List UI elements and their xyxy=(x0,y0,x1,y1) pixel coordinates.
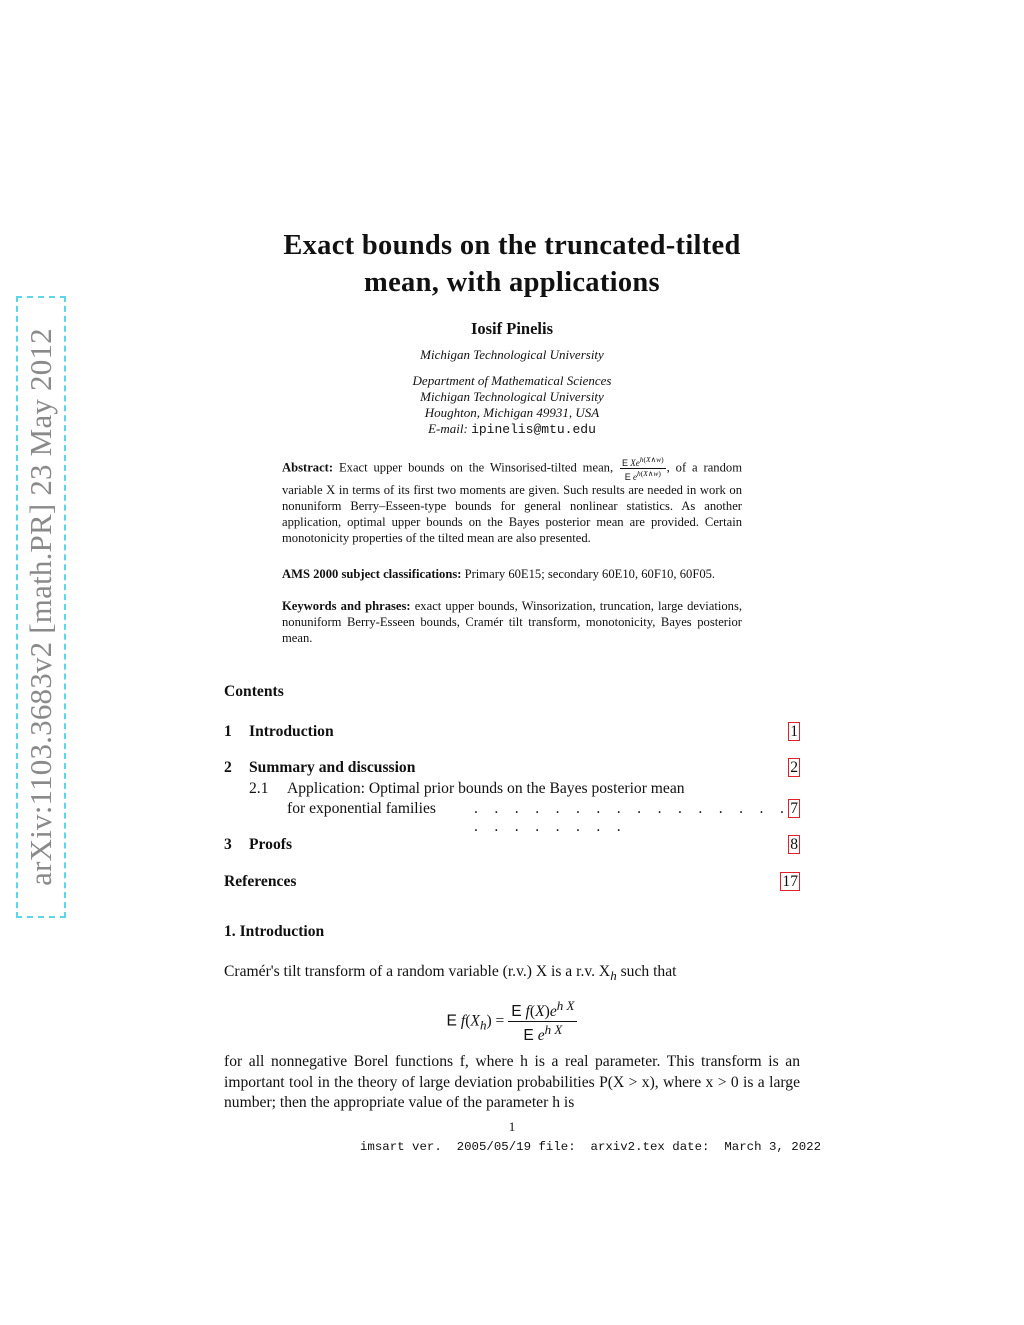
page-number: 1 xyxy=(508,1119,516,1134)
ams-classifications xyxy=(282,566,742,582)
toc-label: References xyxy=(224,873,297,890)
intro-paragraph-2: for all nonnegative Borel functions f, where h is a real parameter. This transform is an important tool in the theory of large deviation probabilities P(X > x), where x > 0 is a large number; then the appropriate value of the parameter h is xyxy=(224,1053,800,1111)
toc-number: 2 xyxy=(224,759,232,776)
title-line-1: Exact bounds on the truncated-tilted xyxy=(283,230,741,261)
toc-page-link[interactable]: 8 xyxy=(790,836,798,853)
toc-leader-dots: . . . . . . . . . . . . . . . . . . . . . . . . xyxy=(474,800,791,835)
abstract-text-before: Exact upper bounds on the Winsorised-tilted mean, xyxy=(338,460,614,475)
section-heading-introduction: 1. Introduction xyxy=(224,923,325,940)
toc-entry-application-cont[interactable] xyxy=(224,800,800,835)
abstract-label: Abstract: xyxy=(282,460,334,475)
winsorised-tilted-mean-formula: $\frac{E Xe^{h(X\wedge w)}}{E e^{h(X\wedge w)}}$ xyxy=(622,455,664,482)
toc-entry-summary[interactable] xyxy=(224,759,800,781)
toc-entry-introduction[interactable] xyxy=(224,723,800,745)
arxiv-stamp-text: arXiv:1103.3683v2 [math.PR] 23 May 2012 xyxy=(23,328,58,886)
keywords-text: exact upper bounds, Winsorization, truncation, large deviations, nonuniform Berry-Esseen bounds, Cramér tilt transform, monotonicity, Bayes posterior mean. xyxy=(282,599,742,645)
email-label: E-mail: xyxy=(428,421,468,436)
intro-text-1: Cramér's tilt transform of a random variable (r.v.) X is a r.v. X xyxy=(224,963,611,980)
toc-entry-references[interactable] xyxy=(224,873,800,895)
toc-page-link[interactable]: 7 xyxy=(790,800,798,817)
author: Iosif Pinelis xyxy=(470,319,554,338)
address-line-3: Houghton, Michigan 49931, USA xyxy=(424,405,600,420)
toc-number: 3 xyxy=(224,836,232,853)
keywords-label: Keywords and phrases: xyxy=(282,599,411,613)
footer-imsart: imsart ver. 2005/05/19 file: arxiv2.tex date: March 3, 2022 xyxy=(360,1140,822,1154)
toc-number: 1 xyxy=(224,723,232,740)
ams-label: AMS 2000 subject classifications: xyxy=(282,567,462,581)
toc-label-line-2: for exponential families xyxy=(287,800,436,817)
toc-number: 2.1 xyxy=(249,780,269,797)
tilt-fraction: $\frac{E f(X)e^{h X}}{E e^{h X}}$ xyxy=(508,998,577,1045)
contents-heading: Contents xyxy=(224,683,284,700)
toc-page-link[interactable]: 1 xyxy=(790,723,798,740)
address-line-2: Michigan Technological University xyxy=(420,389,604,404)
toc-page-link[interactable]: 17 xyxy=(782,873,798,890)
toc-label: Summary and discussion xyxy=(249,759,416,776)
toc-label-line-1: Application: Optimal prior bounds on the Bayes posterior mean xyxy=(287,780,685,797)
toc-page-link[interactable]: 2 xyxy=(790,759,798,776)
email-address[interactable]: ipinelis@mtu.edu xyxy=(471,422,596,437)
title-line-2: mean, with applications xyxy=(364,267,660,298)
intro-paragraph-1: Cramér's tilt transform of a random variable (r.v.) X is a r.v. $X_h$ such that xyxy=(224,963,677,984)
ams-text: Primary 60E15; secondary 60E10, 60F10, 60F05. xyxy=(464,567,716,581)
email-line xyxy=(0,421,1024,437)
abstract-text-after: of a random variable X in terms of its first two moments are given. Such results are needed in work on nonuniform Berry–Esseen-type bounds for general nonlinear statistics. As another application, optimal upper bounds on the Bayes posterior mean are provided. Certain monotonicity properties of the tilted mean are also presented. xyxy=(282,460,742,545)
affiliation: Michigan Technological University xyxy=(420,347,604,362)
tilt-equation: E $f(X_h)$ = $\frac{E f(X)e^{h X}}{E e^{h X}}$ xyxy=(0,998,1024,1045)
toc-label: Introduction xyxy=(249,723,334,740)
toc-entry-application[interactable] xyxy=(224,780,800,802)
abstract: Abstract: Exact upper bounds on the Winsorised-tilted mean, $\frac{E Xe^{h(X\wedge w)}}{E e^{h(X\wedge w)}}$ , of a random variable X in terms of its first two moments are given. Such results are needed in work on nonuniform Berry–Esseen-type bounds for general nonlinear statistics. As another application, optimal upper bounds on the Bayes posterior mean are provided. Certain monotonicity properties of the tilted mean are also presented. xyxy=(282,455,742,545)
toc-label: Proofs xyxy=(249,836,293,853)
keywords xyxy=(282,598,742,646)
toc-entry-proofs[interactable] xyxy=(224,836,800,858)
address-line-1: Department of Mathematical Sciences xyxy=(412,373,612,388)
